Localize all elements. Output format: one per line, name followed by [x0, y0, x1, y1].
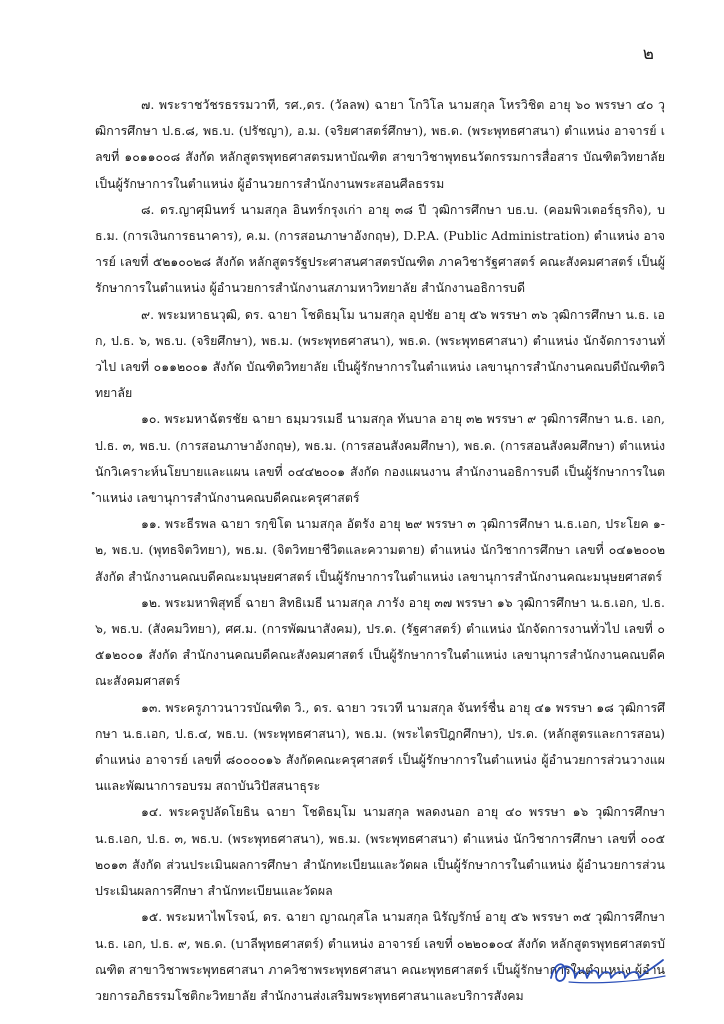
paragraph-7 — [95, 92, 665, 197]
paragraph-9 — [95, 302, 665, 407]
page-number: ๒ — [642, 44, 654, 64]
paragraph-13 — [95, 695, 665, 800]
paragraph-text: ๘. ดร.ญาศุมินทร์ นามสกุล อินทร์กรุงเก่า อายุ ๓๘ ปี วุฒิการศึกษา บธ.บ. (คอมพิวเตอร์ธุรกิจ), บธ.ม. (การเงินการธนาคาร), ค.ม. (การสอนภาษาอังกฤษ), D.P.A. (Public Administration) ตำแหน่ง อาจารย์ เลขที่ ๕๒๑๐๐๒๘ สังกัด หลักสูตรรัฐประศาสนศาสตรบัณฑิต ภาควิชารัฐศาสตร์ คณะสังคมศาสตร์ เป็นผู้รักษาการในตำแหน่ง ผู้อำนวยการสำนักงานสภามหาวิทยาลัย สำนักงานอธิการบดี — [95, 201, 665, 296]
paragraph-text: ๗. พระราชวัชรธรรมวาที, รศ.,ดร. (วัลลพ) ฉายา โกวิโล นามสกุล โหรวิชิต อายุ ๖๐ พรรษา ๔๐ วุฒิการศึกษา ป.ธ.๘, พธ.บ. (ปรัชญา), อ.ม. (จริยศาสตร์ศึกษา), พธ.ด. (พระพุทธศาสนา) ตำแหน่ง อาจารย์ เลขที่ ๑๐๑๑๐๐๘ สังกัด หลักสูตรพุทธศาสตรมหาบัณฑิต สาขาวิชาพุทธนวัตกรรมการสื่อสาร บัณฑิตวิทยาลัย เป็นผู้รักษาการในตำแหน่ง ผู้อำนวยการสำนักงานพระสอนศีลธรรม — [95, 97, 665, 191]
paragraph-text: ๙. พระมหาธนวุฒิ, ดร. ฉายา โชติธมฺโม นามสกุล อุปชัย อายุ ๕๖ พรรษา ๓๖ วุฒิการศึกษา น.ธ. เอก, ป.ธ. ๖, พธ.บ. (จริยศึกษา), พธ.ม. (พระพุทธศาสนา), พธ.ด. (พระพุทธศาสนา) ตำแหน่ง นักจัดการงานทั่วไป เลขที่ ๐๑๑๒๐๐๑ สังกัด บัณฑิตวิทยาลัย เป็นผู้รักษาการในตำแหน่ง เลขานุการสำนักงานคณบดีบัณฑิตวิทยาลัย — [95, 306, 665, 401]
paragraph-text: ๑๕. พระมหาไพโรจน์, ดร. ฉายา ญาณกุสโล นามสกุล นิรัญรักษ์ อายุ ๕๖ พรรษา ๓๕ วุฒิการศึกษา น.ธ. เอก, ป.ธ. ๙, พธ.ด. (บาลีพุทธศาสตร์) ตำแหน่ง อาจารย์ เลขที่ ๐๒๒๐๑๐๔ สังกัด หลักสูตรพุทธศาสตรบัณฑิต สาขาวิชาพระพุทธศาสนา ภาควิชาพระพุทธศาสนา คณะพุทธศาสตร์ เป็นผู้รักษาการในตำแหน่ง ผู้อำนวยการอภิธรรมโชติกะวิทยาลัย สำนักงานส่งเสริมพระพุทธศาสนาและบริการสังคม — [95, 909, 665, 1003]
paragraph-text: ๑๔. พระครูปลัดโยธิน ฉายา โชติธมฺโม นามสกุล พลดงนอก อายุ ๔๐ พรรษา ๑๖ วุฒิการศึกษา น.ธ.เอก, ป.ธ. ๓, พธ.บ. (พระพุทธศาสนา), พธ.ม. (พระพุทธศาสนา) ตำแหน่ง นักวิชาการศึกษา เลขที่ ๐๐๕๒๐๑๓ สังกัด ส่วนประเมินผลการศึกษา สำนักทะเบียนและวัดผล เป็นผู้รักษาการในตำแหน่ง ผู้อำนวยการส่วนประเมินผลการศึกษา สำนักทะเบียนและวัดผล — [95, 804, 665, 899]
paragraph-text: ๑๐. พระมหาฉัตรชัย ฉายา ธมฺมวรเมธี นามสกุล ทันบาล อายุ ๓๒ พรรษา ๙ วุฒิการศึกษา น.ธ. เอก, ป.ธ. ๓, พธ.บ. (การสอนภาษาอังกฤษ), พธ.ม. (การสอนสังคมศึกษา), พธ.ด. (การสอนสังคมศึกษา) ตำแหน่ง นักวิเคราะห์นโยบายและแผน เลขที่ ๐๔๔๒๐๐๑ สังกัด กองแผนงาน สำนักงานอธิการบดี เป็นผู้รักษาการในตำแหน่ง เลขานุการสำนักงานคณบดีคณะครุศาสตร์ — [95, 411, 665, 506]
paragraph-12 — [95, 590, 665, 695]
paragraph-14 — [95, 799, 665, 904]
paragraph-text: ๑๒. พระมหาพิสุทธิ์ ฉายา สิทธิเมธี นามสกุล ภารัง อายุ ๓๗ พรรษา ๑๖ วุฒิการศึกษา น.ธ.เอก, ป.ธ. ๖, พธ.บ. (สังคมวิทยา), ศศ.ม. (การพัฒนาสังคม), ปร.ด. (รัฐศาสตร์) ตำแหน่ง นักจัดการงานทั่วไป เลขที่ ๐๕๑๒๐๐๑ สังกัด สำนักงานคณบดีคณะสังคมศาสตร์ เป็นผู้รักษาการในตำแหน่ง เลขานุการสำนักงานคณบดีคณะสังคมศาสตร์ — [95, 594, 665, 689]
paragraph-text: ๑๑. พระธีรพล ฉายา รกฺขิโต นามสกุล อัตรัง อายุ ๒๙ พรรษา ๓ วุฒิการศึกษา น.ธ.เอก, ประโยค ๑-๒, พธ.บ. (พุทธจิตวิทยา), พธ.ม. (จิตวิทยาชีวิตและความตาย) ตำแหน่ง นักวิชาการศึกษา เลขที่ ๐๔๑๒๐๐๒ สังกัด สำนักงานคณบดีคณะมนุษยศาสตร์ เป็นผู้รักษาการในตำแหน่ง เลขานุการสำนักงานคณะมนุษยศาสตร์ — [95, 516, 665, 584]
paragraph-11 — [95, 511, 665, 590]
signature-image — [545, 948, 675, 988]
paragraph-10 — [95, 406, 665, 511]
paragraph-8 — [95, 197, 665, 302]
paragraph-text: ๑๓. พระครูภาวนาวรบัณฑิต วิ., ดร. ฉายา วรเวที นามสกุล จันทร์ชื่น อายุ ๔๑ พรรษา ๑๘ วุฒิการศึกษา น.ธ.เอก, ป.ธ.๔, พธ.บ. (พระพุทธศาสนา), พธ.ม. (พระไตรปิฎกศึกษา), ปร.ด. (หลักสูตรและการสอน) ตำแหน่ง อาจารย์ เลขที่ ๘๐๐๐๐๑๖ สังกัดคณะครุศาสตร์ เป็นผู้รักษาการในตำแหน่ง ผู้อำนวยการส่วนวางแผนและพัฒนาการอบรม สถาบันวิปัสสนาธุระ — [95, 699, 665, 794]
document-body — [95, 92, 665, 1009]
